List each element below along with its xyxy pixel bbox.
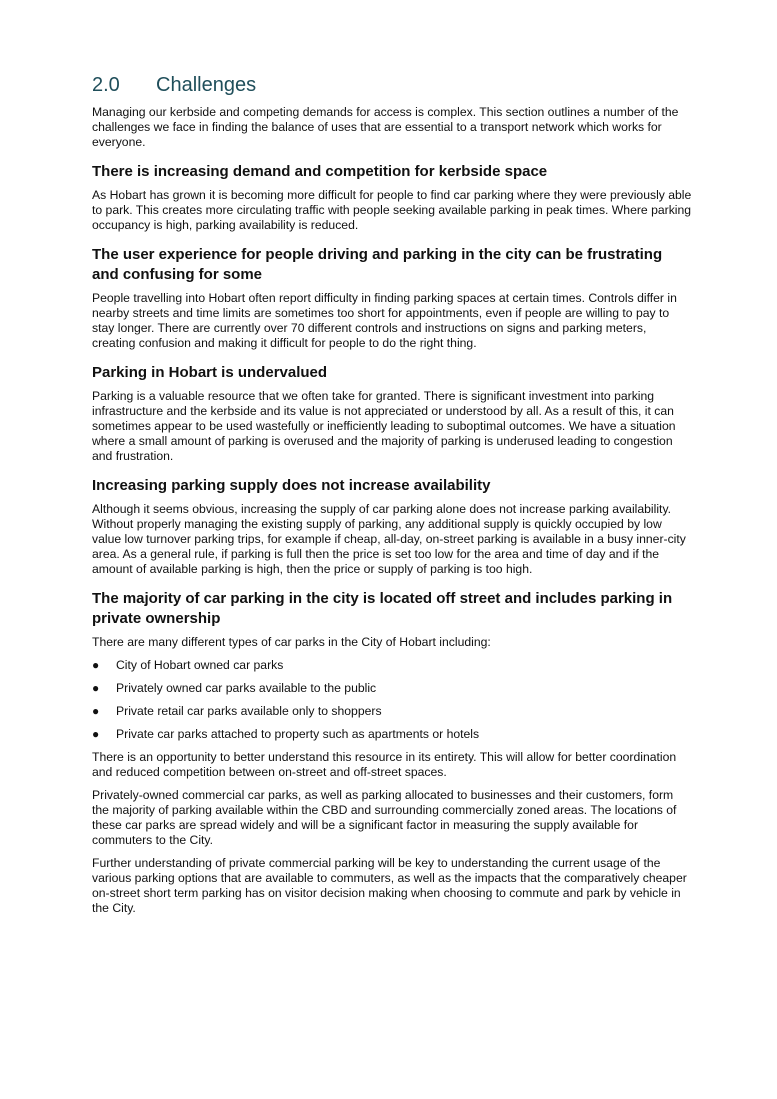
section-title-text: Challenges	[156, 74, 257, 96]
car-park-types-list	[92, 658, 692, 742]
heading-supply-availability: Increasing parking supply does not increase availability	[92, 477, 491, 494]
paragraph: Although it seems obvious, increasing the supply of car parking alone does not increase parking availability. Without properly managing the existing supply of parking, any additional supply is quickly occupied by low value low turnover parking trips, for example if cheap, all-day, on-street parking is available in a busy inner-city area. As a general rule, if parking is full then the price is set too low for the area and time of day and if the amount of available parking is high, then the price or supply of parking is too high.	[92, 502, 686, 576]
paragraph: Further understanding of private commercial parking will be key to understanding the current usage of the various parking options that are available to commuters, as well as the impacts that the comparatively cheaper on-street short term parking has on visitor decision making when choosing to commute and park by vehicle in the City.	[92, 856, 687, 915]
paragraph: Parking is a valuable resource that we often take for granted. There is significant investment into parking infrastructure and the kerbside and its value is not appreciated or understood by all. As a result of this, it can sometimes appear to be used wastefully or inefficiently leading to suboptimal outcomes. We have a situation where a small amount of parking is overused and the majority of parking is underused leading to congestion and frustration.	[92, 389, 676, 463]
list-item-text: City of Hobart owned car parks	[116, 658, 284, 672]
list-item	[92, 658, 692, 673]
paragraph: There is an opportunity to better understand this resource in its entirety. This will allow for better coordination and reduced competition between on-street and off-street spaces.	[92, 750, 677, 779]
bullet-icon: ●	[92, 681, 100, 695]
section-number: 2.0	[92, 74, 120, 96]
bullet-icon: ●	[92, 658, 100, 672]
heading-user-experience: The user experience for people driving and parking in the city can be frustrating and confusing for some	[92, 246, 663, 283]
heading-off-street-parking: The majority of car parking in the city is located off street and includes parking in private ownership	[92, 590, 673, 627]
paragraph: People travelling into Hobart often report difficulty in finding parking spaces at certain times. Controls differ in nearby streets and time limits are sometimes too short for appointments, even if people are willing to pay to stay longer. There are currently over 70 different controls and instructions on signs and parking meters, creating confusion and making it difficult for people to do the right thing.	[92, 291, 677, 350]
list-item-text: Private car parks attached to property such as apartments or hotels	[116, 727, 480, 741]
section-title	[92, 72, 692, 98]
list-item-text: Privately owned car parks available to the public	[116, 681, 377, 695]
list-item	[92, 727, 692, 742]
list-item-text: Private retail car parks available only to shoppers	[116, 704, 382, 718]
list-item	[92, 704, 692, 719]
paragraph: As Hobart has grown it is becoming more difficult for people to find car parking where they were previously able to park. This creates more circulating traffic with people seeking available parking in peak times. Where parking occupancy is high, parking availability is reduced.	[92, 188, 692, 232]
bullet-icon: ●	[92, 704, 100, 718]
paragraph: Privately-owned commercial car parks, as well as parking allocated to businesses and their customers, form the majority of parking available within the CBD and surrounding commercially zoned areas. The locations of these car parks are spread widely and will be a significant factor in measuring the supply available for commuters to the City.	[92, 788, 677, 847]
document-page	[92, 72, 692, 924]
list-lead-paragraph: There are many different types of car parks in the City of Hobart including:	[92, 635, 491, 649]
heading-undervalued: Parking in Hobart is undervalued	[92, 364, 328, 381]
heading-kerbside-demand: There is increasing demand and competition for kerbside space	[92, 163, 548, 180]
list-item	[92, 681, 692, 696]
intro-paragraph: Managing our kerbside and competing demands for access is complex. This section outlines a number of the challenges we face in finding the balance of uses that are essential to a transport network which works for everyone.	[92, 105, 679, 149]
bullet-icon: ●	[92, 727, 100, 741]
